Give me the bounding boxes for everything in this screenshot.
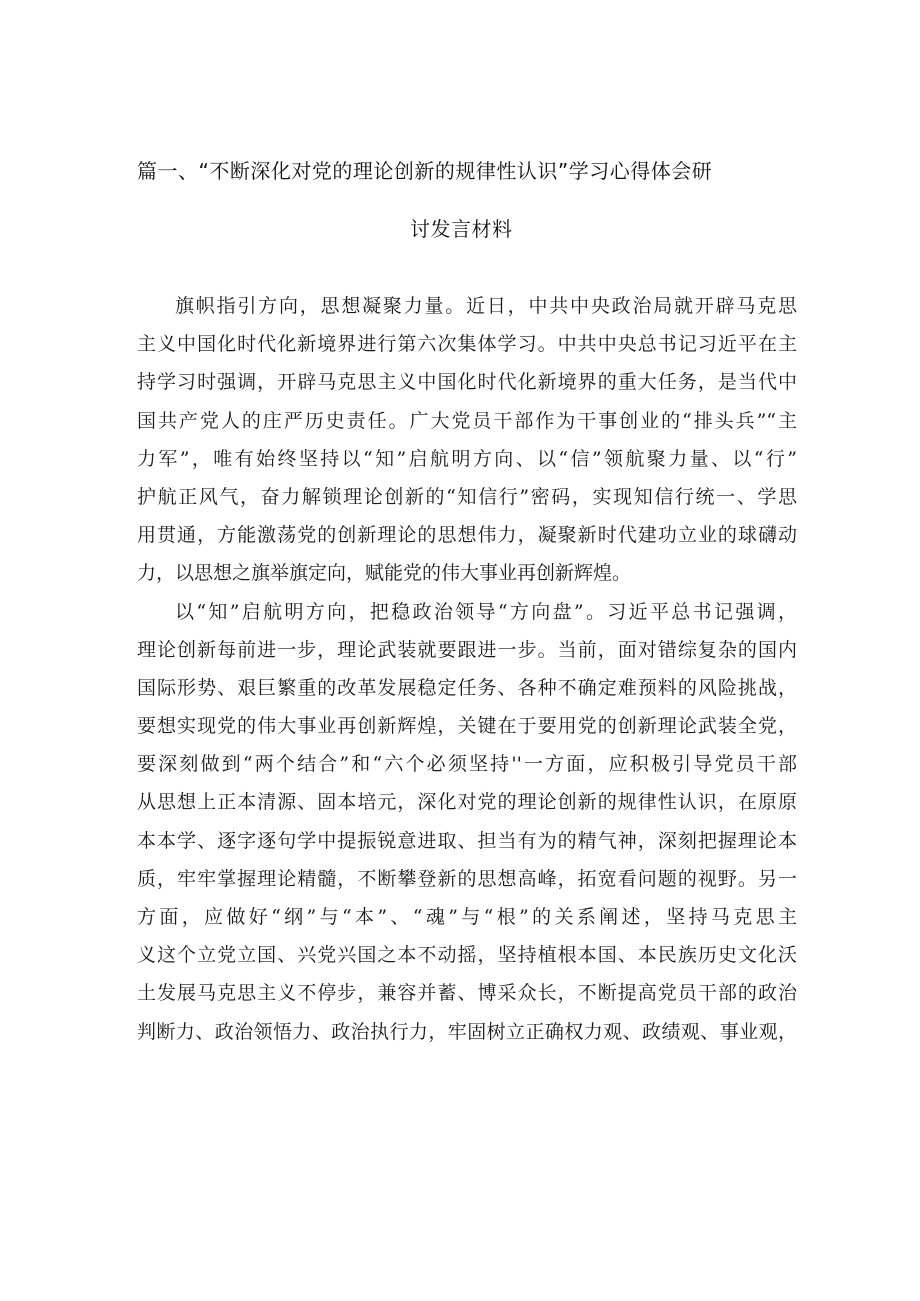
paragraph-1-line: 力军”，唯有始终坚持以“知”启航明方向、以“信”领航聚力量、以“行” [137, 447, 797, 470]
paragraph-2-line: 义这个立党立国、兴党兴国之本不动摇，坚持植根本国、本民族历史文化沃 [137, 944, 797, 967]
paragraph-1-line: 持学习时强调，开辟马克思主义中国化时代化新境界的重大任务，是当代中 [137, 371, 797, 394]
paragraph-2-line: 要想实现党的伟大事业再创新辉煌，关键在于要用党的创新理论武装全党， [137, 715, 797, 738]
paragraph-2-line: 本本学、逐字逐句学中提振锐意进取、担当有为的精气神，深刻把握理论本 [137, 829, 797, 852]
paragraph-2-line: 土发展马克思主义不停步，兼容并蓄、博采众长，不断提高党员干部的政治 [137, 982, 797, 1005]
document-title-line-2: 讨发言材料 [410, 217, 513, 241]
paragraph-1-line: 力，以思想之旗举旗定向，赋能党的伟大事业再创新辉煌。 [137, 562, 632, 585]
paragraph-2-line: 理论创新每前进一步，理论武装就要跟进一步。当前，面对错综复杂的国内 [137, 638, 797, 661]
paragraph-2-line: 要深刻做到“两个结合”和“六个必须坚持''一方面，应积极引导党员干部 [137, 753, 797, 776]
paragraph-2-line: 质，牢牢掌握理论精髓，不断攀登新的思想高峰，拓宽看问题的视野。另一 [137, 867, 797, 890]
paragraph-2-line: 以“知”启航明方向，把稳政治领导“方向盘”。习近平总书记强调， [175, 600, 797, 623]
paragraph-1-line: 国共产党人的庄严历史责任。广大党员干部作为干事创业的“排头兵”“主 [137, 409, 797, 432]
paragraph-1-line: 主义中国化时代化新境界进行第六次集体学习。中共中央总书记习近平在主 [137, 333, 797, 356]
paragraph-2-line: 国际形势、艰巨繁重的改革发展稳定任务、各种不确定难预料的风险挑战， [137, 676, 797, 699]
paragraph-1-line: 护航正风气，奋力解锁理论创新的“知信行”密码，实现知信行统一、学思 [137, 485, 797, 508]
document-title-line-1: 篇一、“不断深化对党的理论创新的规律性认识”学习心得体会研 [137, 159, 713, 183]
paragraph-1-line: 用贯通，方能激荡党的创新理论的思想伟力，凝聚新时代建功立业的球礴动 [137, 524, 797, 547]
document-body [137, 287, 797, 1051]
paragraph-1-line: 旗帜指引方向，思想凝聚力量。近日，中共中央政治局就开辟马克思 [175, 295, 797, 317]
paragraph-2-line: 从思想上正本清源、固本培元，深化对党的理论创新的规律性认识，在原原 [137, 791, 797, 814]
paragraph-2-line: 方面，应做好“纲”与“本”、“魂”与“根”的关系阐述，坚持马克思主 [137, 906, 797, 928]
paragraph-2-line: 判断力、政治领悟力、政治执行力，牢固树立正确权力观、政绩观、事业观， [137, 1020, 797, 1043]
